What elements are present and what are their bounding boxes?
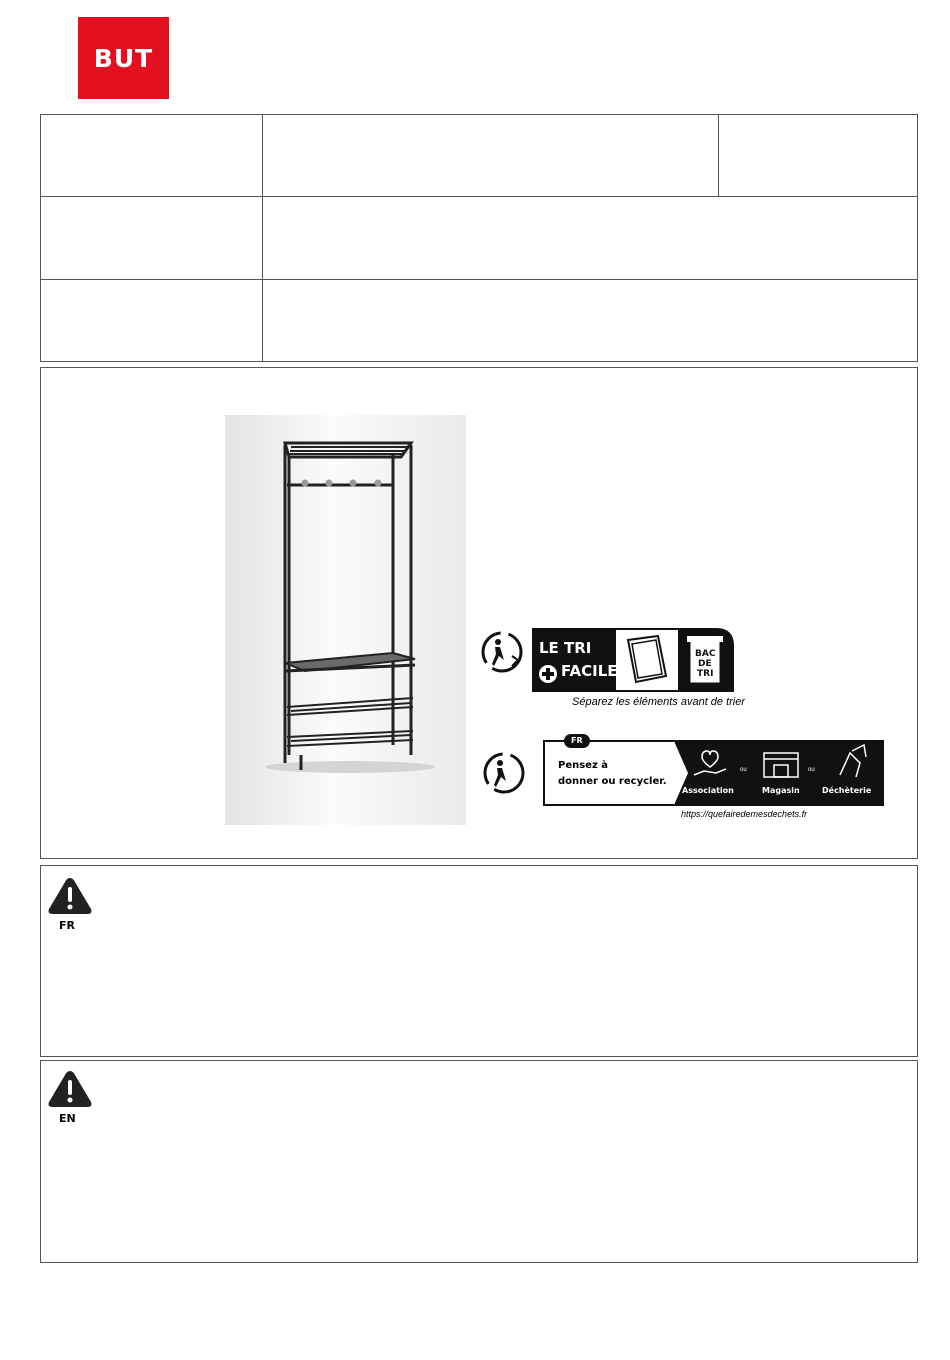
option-separator: ou: [808, 767, 815, 773]
warning-icon: [47, 1069, 93, 1109]
triman-sorting-logo: [478, 626, 746, 718]
option-magasin: Magasin: [762, 786, 800, 795]
warning-section-en: [40, 1060, 918, 1263]
warning-lang-en: EN: [59, 1112, 76, 1125]
table-row-divider: [40, 279, 918, 280]
brand-logo: [78, 17, 169, 99]
donate-line2: donner ou recycler.: [558, 776, 667, 787]
option-association: Association: [682, 786, 734, 795]
bin-label-line2: DE: [698, 659, 712, 669]
warning-lang-fr: FR: [59, 919, 75, 932]
coat-rack-bench-drawing: [225, 415, 466, 825]
product-info-table: [40, 114, 918, 362]
warning-section-fr: [40, 865, 918, 1057]
option-decheterie: Déchèterie: [822, 786, 872, 795]
option-separator: ou: [740, 767, 747, 773]
warning-icon: [47, 876, 93, 916]
triman-caption: Séparez les éléments avant de trier: [572, 696, 746, 708]
donate-recycle-logo: [478, 733, 884, 823]
bin-label-line3: TRI: [697, 669, 714, 679]
table-column-divider: [262, 114, 263, 362]
donate-line1: Pensez à: [558, 760, 609, 771]
brand-name: BUT: [93, 43, 154, 73]
table-column-divider: [718, 114, 719, 196]
table-row-divider: [40, 196, 918, 197]
triman-heading-line2: FACILE: [561, 662, 618, 680]
warning-block-fr: [47, 876, 97, 936]
triman-heading-line1: LE TRI: [539, 639, 592, 657]
warning-block-en: [47, 1069, 97, 1129]
bin-label-line1: BAC: [695, 649, 716, 659]
product-photo: [225, 415, 466, 825]
donate-badge: FR: [571, 736, 583, 745]
recycling-url: https://quefairedemesdechets.fr: [681, 809, 808, 819]
